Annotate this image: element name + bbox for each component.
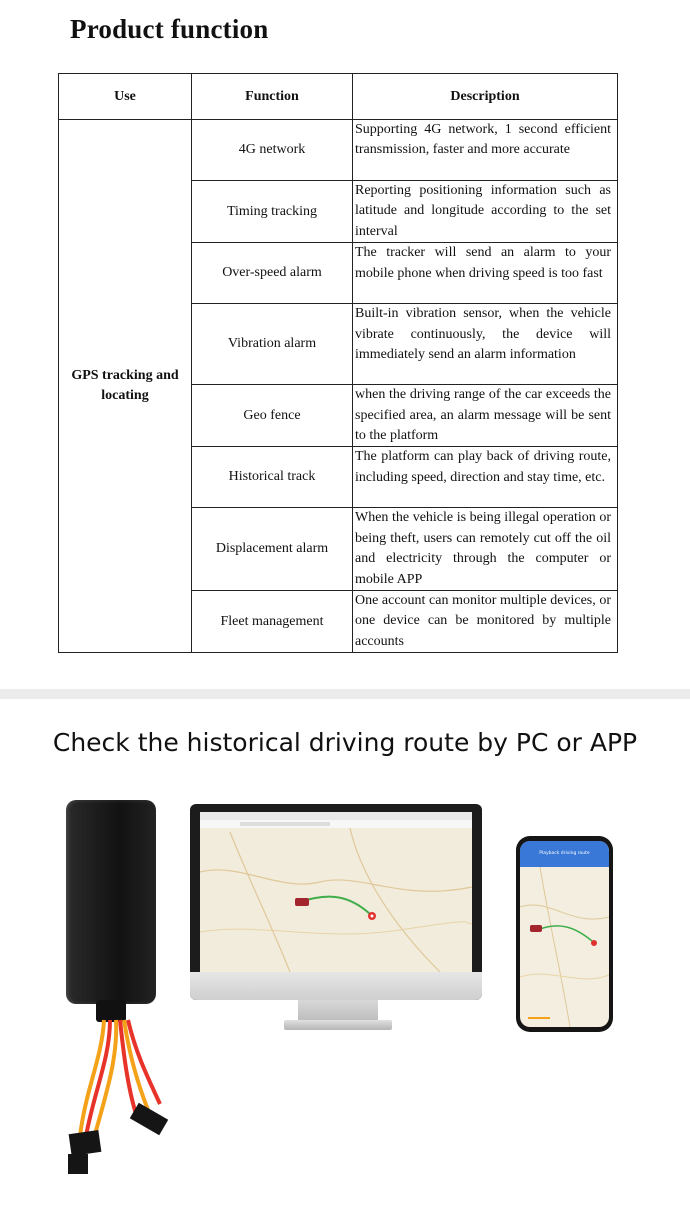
product-function-table [58,73,618,653]
page-title: Product function [70,14,269,44]
table-row [59,120,618,181]
function-cell: Geo fence [192,385,353,447]
description-cell: Reporting positioning information such as latitude and longitude according to the set interval [353,181,618,243]
section-heading: Check the historical driving route by PC or APP [52,728,638,757]
header-use: Use [59,74,192,120]
phone-app-bar [520,841,609,867]
phone-app-title: Playback driving route [539,851,590,856]
section-divider [0,689,690,699]
description-cell: When the vehicle is being illegal operation or being theft, users can remotely cut off the oil and electricity through the computer or mobile APP [353,508,618,591]
description-cell: One account can monitor multiple devices, or one device can be monitored by multiple accounts [353,591,618,653]
monitor-chin [190,972,482,1000]
function-cell: Vibration alarm [192,304,353,385]
table-header-row [59,74,618,120]
function-cell: Historical track [192,447,353,508]
header-function: Function [192,74,353,120]
function-cell: Timing tracking [192,181,353,243]
monitor-base [284,1020,392,1030]
function-cell: Over-speed alarm [192,243,353,304]
phone-map-screen [520,841,609,1027]
header-description: Description [353,74,618,120]
function-cell: 4G network [192,120,353,181]
description-cell: Supporting 4G network, 1 second efficient transmission, faster and more accurate [353,120,618,181]
use-cell: GPS tracking and locating [59,120,192,653]
description-cell: The platform can play back of driving route, including speed, direction and stay time, etc. [353,447,618,508]
monitor-map-screen [200,812,472,972]
function-cell: Displacement alarm [192,508,353,591]
description-cell: The tracker will send an alarm to your mobile phone when driving speed is too fast [353,243,618,304]
description-cell: when the driving range of the car exceeds the specified area, an alarm message will be sent to the platform [353,385,618,447]
function-cell: Fleet management [192,591,353,653]
monitor-stand [298,1000,378,1022]
device-wires-image [66,1018,176,1178]
gps-tracker-device-image [66,800,156,1004]
description-cell: Built-in vibration sensor, when the vehicle vibrate continuously, the device will immediately send an alarm information [353,304,618,385]
